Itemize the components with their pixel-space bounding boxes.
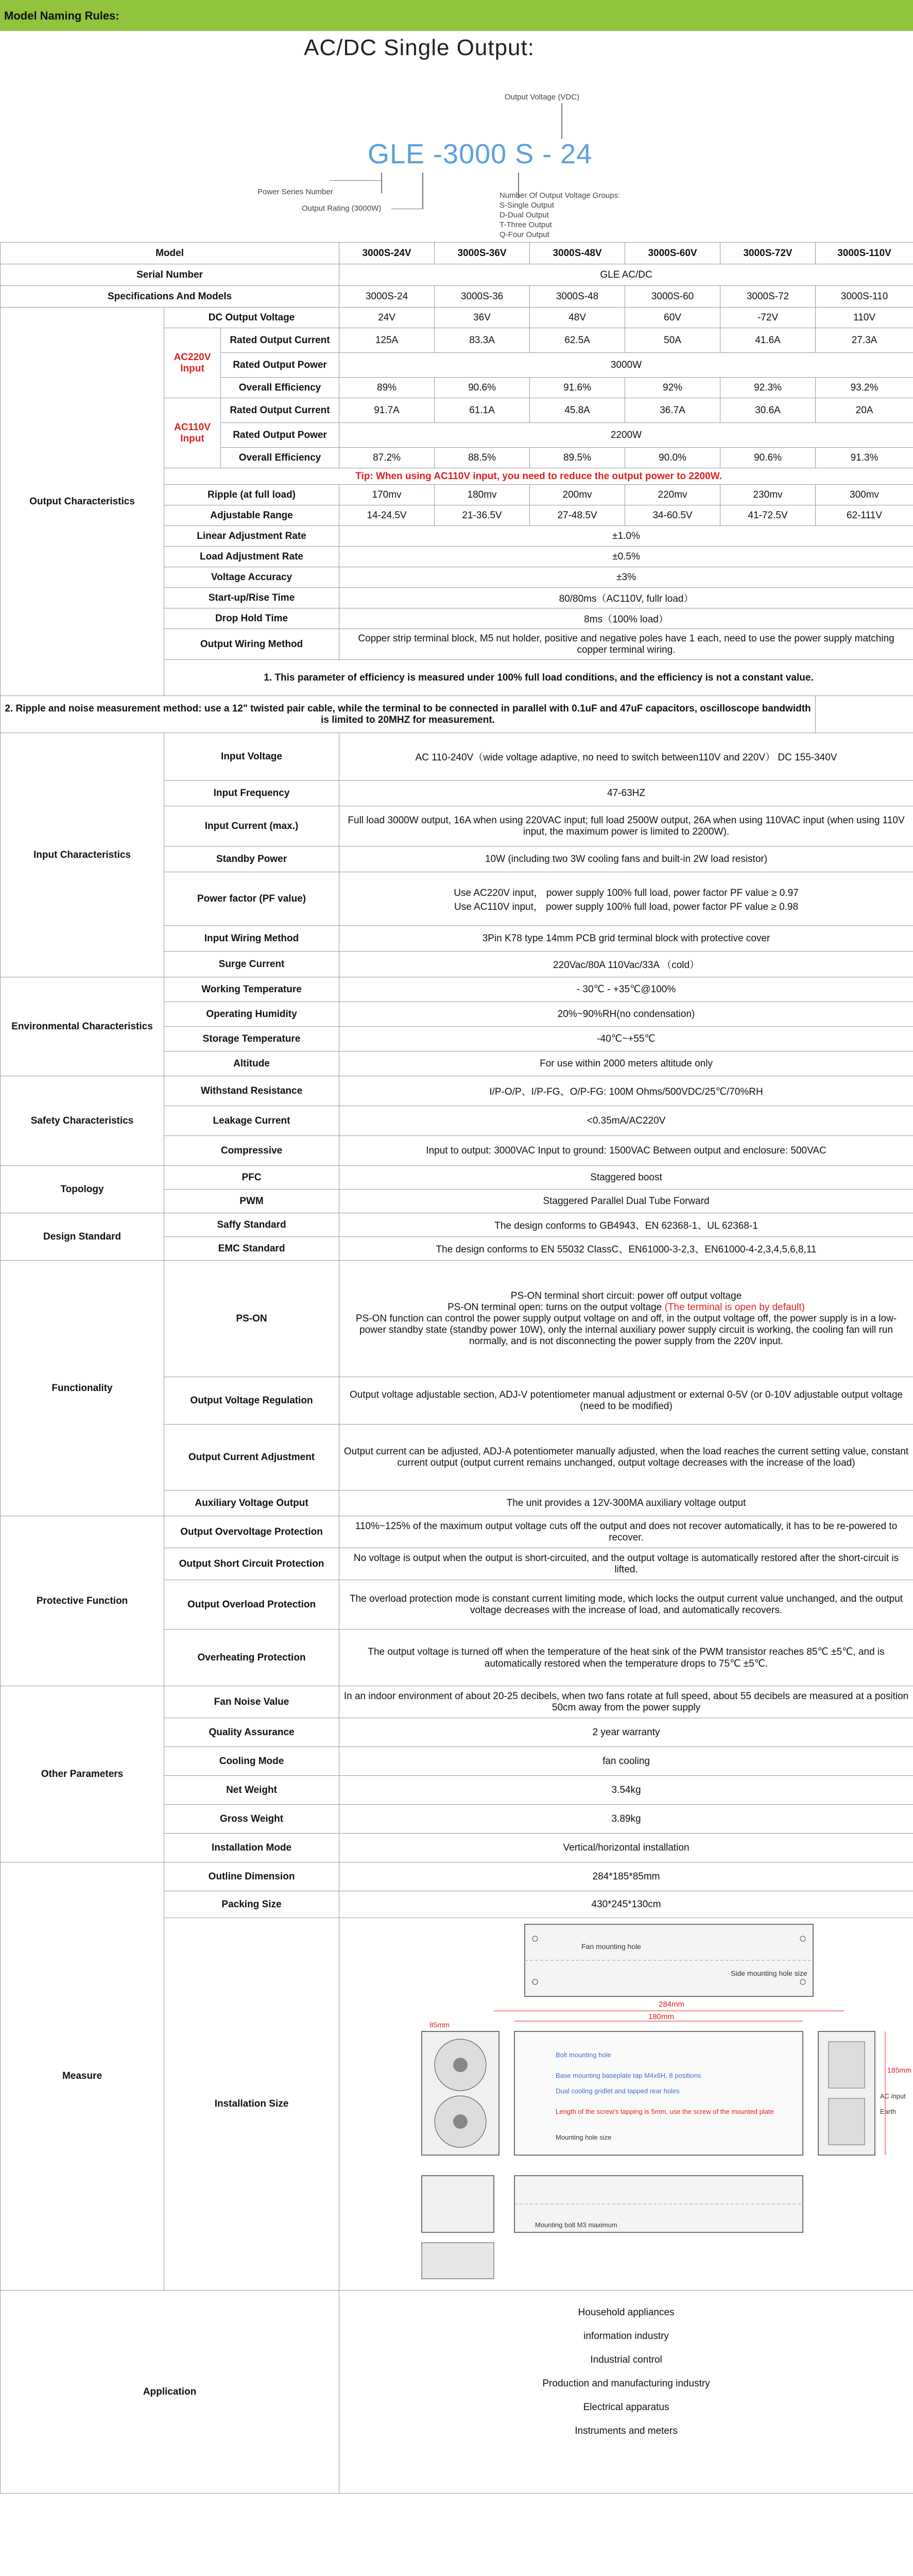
pfc-value: Staggered boost [339, 1166, 913, 1190]
env-label: Environmental Characteristics [1, 977, 164, 1076]
withstand-label: Withstand Resistance [164, 1076, 339, 1106]
spec-model-cell: 3000S-48 [530, 286, 625, 308]
section-header-bar [0, 0, 913, 31]
app-list [339, 2291, 913, 2494]
adj-range-cell: 21-36.5V [435, 505, 530, 526]
pson-line: PS-ON function can control the power supply output voltage on and off, in the output voltage off, the power supply is in a low-power standby state (standby power 10W), only the internal auxiliary power supply circuit is working, the cooling fan will run normally, and is not disconnecting the power supply from the 220V input. [355, 1313, 897, 1347]
drop-hold-label: Drop Hold Time [164, 608, 339, 629]
wiring-label: Output Wiring Method [164, 629, 339, 660]
pson-label: PS-ON [164, 1261, 339, 1377]
safety-std-label: Saffy Standard [164, 1213, 339, 1237]
app-item: Electrical apparatus [583, 2402, 669, 2413]
oscp-label: Output Short Circuit Protection [164, 1548, 339, 1580]
outline-value: 284*185*85mm [339, 1862, 913, 1891]
install-size-label: Installation Size [164, 1918, 339, 2291]
app-label: Application [1, 2291, 339, 2494]
compressive-label: Compressive [164, 1136, 339, 1166]
drawing-note: Side mounting hole size [731, 1969, 807, 1977]
spec-model-cell: 3000S-24 [339, 286, 435, 308]
design-label: Design Standard [1, 1213, 164, 1261]
drawing-note: Mounting bolt M3 maximum [535, 2221, 617, 2229]
pson-default-note: (The terminal is open by default) [664, 1301, 805, 1313]
ac110-current-cell: 36.7A [625, 398, 720, 423]
input-current-label: Input Current (max.) [164, 806, 339, 846]
output-voltage-label: Output Voltage (VDC) [505, 93, 580, 101]
storage-label: Storage Temperature [164, 1027, 339, 1052]
rated-current-label: Rated Output Current [221, 328, 339, 353]
oscp-value: No voltage is output when the output is short-circuited, and the output voltage is automatically restored after the short-circuit is lifted. [339, 1548, 913, 1580]
ac220-eff-cell: 92% [625, 378, 720, 398]
gross-value: 3.89kg [339, 1805, 913, 1834]
altitude-label: Altitude [164, 1052, 339, 1076]
output-char-label: Output Characteristics [1, 308, 164, 696]
leakage-label: Leakage Current [164, 1106, 339, 1136]
input-wiring-label: Input Wiring Method [164, 926, 339, 952]
output-groups-block [499, 191, 620, 240]
adj-range-cell: 14-24.5V [339, 505, 435, 526]
pson-line-open [343, 1302, 909, 1313]
output-rating-label: Output Rating (3000W) [302, 204, 382, 213]
input-wiring-value: 3Pin K78 type 14mm PCB grid terminal block with protective cover [339, 926, 913, 952]
rated-power-label: Rated Output Power [221, 423, 339, 448]
drawing-note: Fan mounting hole [581, 1942, 641, 1951]
group-line: D-Dual Output [499, 211, 549, 219]
ac110-eff-cell: 87.2% [339, 448, 435, 468]
input-freq-label: Input Frequency [164, 781, 339, 806]
ripple-cell: 230mv [720, 485, 816, 505]
measure-label: Measure [1, 1862, 164, 2291]
app-item: Household appliances [578, 2307, 675, 2318]
storage-value: -40℃~+55℃ [339, 1027, 913, 1052]
packing-value: 430*245*130cm [339, 1891, 913, 1918]
fan-noise-value: In an indoor environment of about 20-25 decibels, when two fans rotate at full speed, about 55 decibels are measured at a position 50cm away from the power supply [339, 1686, 913, 1718]
emc-value: The design conforms to EN 55032 ClassC、EN61000-3-2,3、EN61000-4-2,3,4,5,6,8,11 [339, 1237, 913, 1261]
work-temp-value: - 30℃ - +35℃@100% [339, 977, 913, 1002]
model-cell: 3000S-110V [816, 243, 913, 264]
ac110-label: AC110V Input [164, 398, 221, 468]
model-cell: 3000S-60V [625, 243, 720, 264]
ac110-current-cell: 45.8A [530, 398, 625, 423]
naming-line [330, 180, 381, 181]
linear-label: Linear Adjustment Rate [164, 526, 339, 547]
ac220-eff-cell: 89% [339, 378, 435, 398]
voltage-acc-label: Voltage Accuracy [164, 567, 339, 588]
pwm-label: PWM [164, 1190, 339, 1213]
spec-table [0, 242, 913, 2494]
ripple-cell: 180mv [435, 485, 530, 505]
ovp-label: Output Overvoltage Protection [164, 1516, 339, 1548]
dc-voltage-label: DC Output Voltage [164, 308, 339, 328]
surge-label: Surge Current [164, 952, 339, 977]
naming-line [422, 173, 423, 209]
humidity-label: Operating Humidity [164, 1002, 339, 1027]
ovr-label: Output Voltage Regulation [164, 1377, 339, 1425]
install-label: Installation Mode [164, 1834, 339, 1862]
quality-label: Quality Assurance [164, 1718, 339, 1747]
ac110-eff-cell: 88.5% [435, 448, 530, 468]
groups-label: Number Of Output Voltage Groups: [499, 191, 621, 200]
terminal-block [829, 2042, 865, 2088]
pson-line: PS-ON terminal open: turns on the output voltage [447, 1301, 665, 1313]
safety-std-value: The design conforms to GB4943、EN 62368-1、UL 62368-1 [339, 1213, 913, 1237]
spec-model-cell: 3000S-36 [435, 286, 530, 308]
net-weight-value: 3.54kg [339, 1776, 913, 1805]
fan-hub [453, 2058, 468, 2072]
input-voltage-label: Input Voltage [164, 733, 339, 781]
ac220-eff-cell: 91.6% [530, 378, 625, 398]
ac110-eff-cell: 89.5% [530, 448, 625, 468]
quality-value: 2 year warranty [339, 1718, 913, 1747]
pf-label: Power factor (PF value) [164, 872, 339, 926]
spec-model-cell: 3000S-110 [816, 286, 913, 308]
aux-label: Auxiliary Voltage Output [164, 1490, 339, 1516]
linear-value: ±1.0% [339, 526, 913, 547]
group-line: T-Three Output [499, 221, 552, 229]
spec-label: Specifications And Models [1, 286, 339, 308]
pfc-label: PFC [164, 1166, 339, 1190]
oca-label: Output Current Adjustment [164, 1425, 339, 1490]
olp-label: Output Overload Protection [164, 1580, 339, 1630]
standby-label: Standby Power [164, 846, 339, 872]
body-dimension-label: 180mm [648, 2012, 675, 2021]
drop-hold-value: 8ms（100% load） [339, 608, 913, 629]
ac220-current-cell: 50A [625, 328, 720, 353]
app-item: Industrial control [590, 2354, 662, 2365]
rated-power-label: Rated Output Power [221, 353, 339, 378]
humidity-value: 20%~90%RH(no condensation) [339, 1002, 913, 1027]
safety-label: Safety Characteristics [1, 1076, 164, 1166]
ac220-eff-cell: 93.2% [816, 378, 913, 398]
startup-value: 80/80ms（AC110V, fullr load） [339, 588, 913, 608]
net-weight-label: Net Weight [164, 1776, 339, 1805]
ac220-eff-cell: 90.6% [435, 378, 530, 398]
input-freq-value: 47-63HZ [339, 781, 913, 806]
ovp-value: 110%~125% of the maximum output voltage cuts off the output and does not recover automatically, it has to be re-powered to recover. [339, 1516, 913, 1548]
ac220-eff-cell: 92.3% [720, 378, 816, 398]
ripple-label: Ripple (at full load) [164, 485, 339, 505]
startup-label: Start-up/Rise Time [164, 588, 339, 608]
ac110-current-cell: 61.1A [435, 398, 530, 423]
load-adj-label: Load Adjustment Rate [164, 547, 339, 567]
naming-line [381, 173, 382, 193]
rated-current-label: Rated Output Current [221, 398, 339, 423]
installation-drawing [339, 1918, 913, 2287]
ripple-cell: 300mv [816, 485, 913, 505]
pf-value-line: Use AC220V input， power supply 100% full load, power factor PF value ≥ 0.97 [454, 887, 799, 899]
adj-range-cell: 34-60.5V [625, 505, 720, 526]
adj-range-cell: 62-111V [816, 505, 913, 526]
model-cell: 3000S-72V [720, 243, 816, 264]
dc-voltage-cell: 24V [339, 308, 435, 328]
dc-voltage-cell: 36V [435, 308, 530, 328]
efficiency-label: Overall Efficiency [221, 448, 339, 468]
model-naming-diagram [0, 31, 913, 237]
ovr-value: Output voltage adjustable section, ADJ-V potentiometer manual adjustment or external 0-5V (or 0-10V adjustable output voltage (need to be modified) [339, 1377, 913, 1425]
dc-voltage-cell: 48V [530, 308, 625, 328]
otp-value: The output voltage is turned off when the temperature of the heat sink of the PWM transistor reaches 85℃ ±5℃, and is automatically restored when the temperature drops to 75℃ ±5℃. [339, 1630, 913, 1686]
ac220-current-cell: 125A [339, 328, 435, 353]
width-dimension-label: 284mm [659, 2000, 685, 2009]
ac220-current-cell: 83.3A [435, 328, 530, 353]
adj-range-cell: 41-72.5V [720, 505, 816, 526]
pf-value-line: Use AC110V input， power supply 100% full load, power factor PF value ≥ 0.98 [454, 901, 799, 912]
app-item: information industry [583, 2331, 669, 2342]
depth-dimension-label: 185mm [887, 2066, 911, 2074]
fan-noise-label: Fan Noise Value [164, 1686, 339, 1718]
otp-label: Overheating Protection [164, 1630, 339, 1686]
ripple-cell: 200mv [530, 485, 625, 505]
ac220-current-cell: 27.3A [816, 328, 913, 353]
work-temp-label: Working Temperature [164, 977, 339, 1002]
standby-value: 10W (including two 3W cooling fans and built-in 2W load resistor) [339, 846, 913, 872]
func-label: Functionality [1, 1261, 164, 1516]
power-series-label: Power Series Number [257, 188, 333, 196]
ac220-label: AC220V Input [164, 328, 221, 398]
section-header-title: Model Naming Rules: [4, 9, 119, 22]
topology-label: Topology [1, 1166, 164, 1213]
wiring-value: Copper strip terminal block, M5 nut holder, positive and negative poles have 1 each, need to use the power supply matching copper terminal wiring. [339, 629, 913, 660]
connector-detail [422, 2243, 494, 2279]
pson-value-cell [339, 1261, 913, 1377]
ac220-current-cell: 62.5A [530, 328, 625, 353]
model-cell: 3000S-48V [530, 243, 625, 264]
naming-title: AC/DC Single Output: [304, 35, 535, 60]
app-item: Instruments and meters [575, 2426, 678, 2436]
spec-model-cell: 3000S-60 [625, 286, 720, 308]
outline-label: Outline Dimension [164, 1862, 339, 1891]
ac110-eff-cell: 90.0% [625, 448, 720, 468]
group-line: S-Single Output [499, 201, 554, 210]
ac110-current-cell: 20A [816, 398, 913, 423]
ac110-current-cell: 91.7A [339, 398, 435, 423]
gross-label: Gross Weight [164, 1805, 339, 1834]
tip-text: Tip: When using AC110V input, you need to reduce the output power to 2200W. [164, 468, 913, 485]
note-ripple: 2. Ripple and noise measurement method: use a 12" twisted pair cable, while the terminal to be connected in parallel with 0.1uF and 47uF capacitors, oscilloscope bandwidth is limited to 20MHZ for measurement. [1, 696, 816, 733]
ac110-eff-cell: 91.3% [816, 448, 913, 468]
input-voltage-value: AC 110-240V（wide voltage adaptive, no need to switch between110V and 220V） DC 155-340V [339, 733, 913, 781]
load-adj-value: ±0.5% [339, 547, 913, 567]
bottom-left-view [422, 2176, 494, 2232]
adj-range-label: Adjustable Range [164, 505, 339, 526]
surge-value: 220Vac/80A 110Vac/33A （cold） [339, 952, 913, 977]
prot-label: Protective Function [1, 1516, 164, 1686]
spec-model-cell: 3000S-72 [720, 286, 816, 308]
group-line: Q-Four Output [499, 230, 549, 239]
ripple-cell: 220mv [625, 485, 720, 505]
dc-voltage-cell: 60V [625, 308, 720, 328]
cooling-label: Cooling Mode [164, 1747, 339, 1776]
note-efficiency: 1. This parameter of efficiency is measured under 100% full load conditions, and the efficiency is not a constant value. [164, 660, 913, 696]
input-current-value: Full load 3000W output, 16A when using 220VAC input; full load 2500W output, 26A when using 110VAC input (when using 110V input, the maximum power is limited to 2200W). [339, 806, 913, 846]
emc-label: EMC Standard [164, 1237, 339, 1261]
install-value: Vertical/horizontal installation [339, 1834, 913, 1862]
compressive-value: Input to output: 3000VAC Input to ground: 1500VAC Between output and enclosure: 500VAC [339, 1136, 913, 1166]
drawing-note: AC input [880, 2092, 906, 2100]
other-label: Other Parameters [1, 1686, 164, 1862]
naming-line [561, 103, 562, 139]
ac110-eff-cell: 90.6% [720, 448, 816, 468]
ac220-current-cell: 41.6A [720, 328, 816, 353]
naming-code: GLE -3000 S - 24 [368, 139, 593, 170]
terminal-block [829, 2098, 865, 2145]
model-cell: 3000S-36V [435, 243, 530, 264]
serial-value: GLE AC/DC [339, 264, 913, 286]
ripple-cell: 170mv [339, 485, 435, 505]
pf-value-cell [339, 872, 913, 926]
ac110-current-cell: 30.6A [720, 398, 816, 423]
drawing-note: Mounting hole size [556, 2133, 612, 2141]
serial-label: Serial Number [1, 264, 339, 286]
fan-hub [453, 2114, 468, 2129]
height-dimension-label: 85mm [429, 2021, 450, 2029]
model-cell: 3000S-24V [339, 243, 435, 264]
drawing-note: Bolt mounting hole [556, 2051, 611, 2059]
drawing-note: Base mounting baseplate tap M4x6H, 8 positions [556, 2072, 701, 2079]
input-char-label: Input Characteristics [1, 733, 164, 977]
pson-line: PS-ON terminal short circuit: power off output voltage [510, 1290, 742, 1301]
efficiency-label: Overall Efficiency [221, 378, 339, 398]
pwm-value: Staggered Parallel Dual Tube Forward [339, 1190, 913, 1213]
ac220-power: 3000W [339, 353, 913, 378]
voltage-acc-value: ±3% [339, 567, 913, 588]
drawing-note: Length of the screw's tapping is 5mm, use the screw of the mounted plate [556, 2108, 774, 2115]
olp-value: The overload protection mode is constant current limiting mode, which locks the output current value unchanged, and the output voltage decreases with the increase of load, and automatically recovers. [339, 1580, 913, 1630]
withstand-value: I/P-O/P、I/P-FG、O/P-FG: 100M Ohms/500VDC/25℃/70%RH [339, 1076, 913, 1106]
dc-voltage-cell: -72V [720, 308, 816, 328]
dc-voltage-cell: 110V [816, 308, 913, 328]
oca-value: Output current can be adjusted, ADJ-A potentiometer manually adjusted, when the load reaches the current setting value, constant current output (output current remains unchanged, output voltage decreases with the increase of the load) [339, 1425, 913, 1490]
app-item: Production and manufacturing industry [542, 2378, 710, 2389]
aux-value: The unit provides a 12V-300MA auxiliary voltage output [339, 1490, 913, 1516]
packing-label: Packing Size [164, 1891, 339, 1918]
drawing-note: Dual cooling gridlet and tapped rear holes [556, 2087, 680, 2095]
leakage-value: <0.35mA/AC220V [339, 1106, 913, 1136]
ac110-power: 2200W [339, 423, 913, 448]
adj-range-cell: 27-48.5V [530, 505, 625, 526]
installation-drawing-cell [339, 1918, 913, 2291]
cooling-value: fan cooling [339, 1747, 913, 1776]
altitude-value: For use within 2000 meters altitude only [339, 1052, 913, 1076]
drawing-note: Earth [880, 2108, 897, 2115]
model-label: Model [1, 243, 339, 264]
